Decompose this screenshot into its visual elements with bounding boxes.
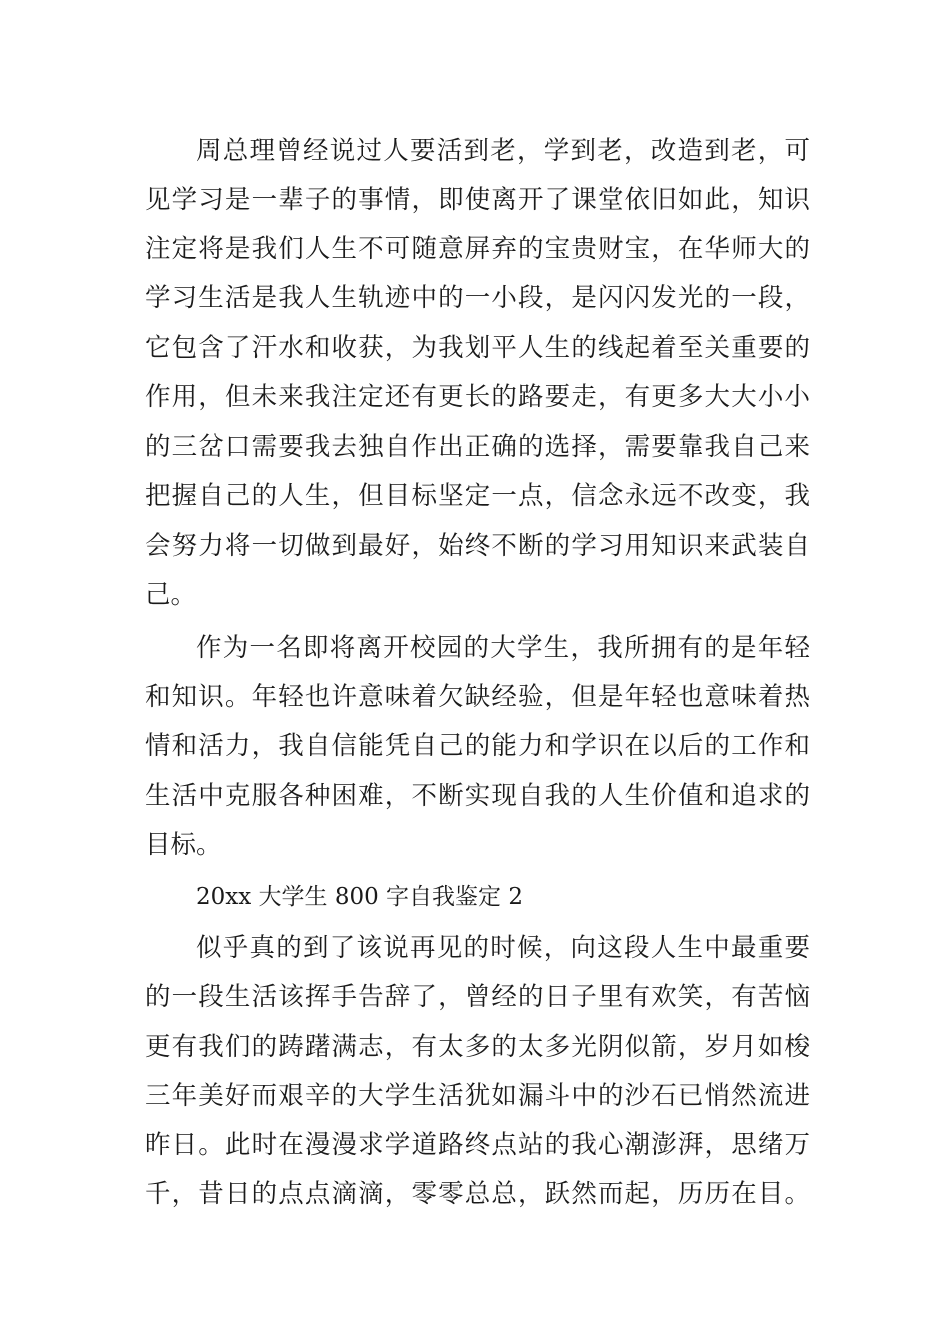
paragraph-3-line-1: 似乎真的到了该说再见的时候，向这段人生中最重要 bbox=[196, 933, 810, 963]
paragraph-1-line-6: 作用，但未来我注定还有更长的路要走，有更多大大小小 bbox=[145, 382, 810, 412]
paragraph-1-line-9: 会努力将一切做到最好，始终不断的学习用知识来武装自 bbox=[145, 531, 810, 561]
paragraph-1-line-8: 把握自己的人生，但目标坚定一点，信念永远不改变，我 bbox=[145, 481, 810, 511]
paragraph-1-line-2: 见学习是一辈子的事情，即使离开了课堂依旧如此，知识 bbox=[145, 185, 810, 215]
section-heading: 20xx 大学生 800 字自我鉴定 2 bbox=[196, 884, 523, 910]
paragraph-1-line-4: 学习生活是我人生轨迹中的一小段，是闪闪发光的一段， bbox=[145, 283, 810, 313]
paragraph-1-line-5: 它包含了汗水和收获，为我划平人生的线起着至关重要的 bbox=[145, 333, 810, 363]
paragraph-3-line-3: 更有我们的踌躇满志，有太多的太多光阴似箭，岁月如梭 bbox=[145, 1032, 810, 1062]
paragraph-1-line-1: 周总理曾经说过人要活到老，学到老，改造到老，可 bbox=[196, 136, 810, 166]
paragraph-2-line-1: 作为一名即将离开校园的大学生，我所拥有的是年轻 bbox=[196, 633, 810, 663]
paragraph-3-line-5: 昨日。此时在漫漫求学道路终点站的我心潮澎湃，思绪万 bbox=[145, 1130, 810, 1160]
paragraph-2-line-3: 情和活力，我自信能凭自己的能力和学识在以后的工作和 bbox=[145, 731, 810, 761]
paragraph-3-line-2: 的一段生活该挥手告辞了，曾经的日子里有欢笑，有苦恼 bbox=[145, 982, 810, 1012]
paragraph-3-line-4: 三年美好而艰辛的大学生活犹如漏斗中的沙石已悄然流进 bbox=[145, 1081, 810, 1111]
paragraph-3-line-6: 千，昔日的点点滴滴，零零总总，跃然而起，历历在目。 bbox=[145, 1179, 810, 1209]
paragraph-2-line-4: 生活中克服各种困难，不断实现自我的人生价值和追求的 bbox=[145, 781, 810, 811]
paragraph-2-line-5: 目标。 bbox=[145, 830, 222, 860]
paragraph-1-line-3: 注定将是我们人生不可随意屏弃的宝贵财宝，在华师大的 bbox=[145, 234, 810, 264]
paragraph-2-line-2: 和知识。年轻也许意味着欠缺经验，但是年轻也意味着热 bbox=[145, 682, 810, 712]
paragraph-1-line-7: 的三岔口需要我去独自作出正确的选择，需要靠我自己来 bbox=[145, 432, 810, 462]
paragraph-1-line-10: 己。 bbox=[145, 580, 197, 610]
